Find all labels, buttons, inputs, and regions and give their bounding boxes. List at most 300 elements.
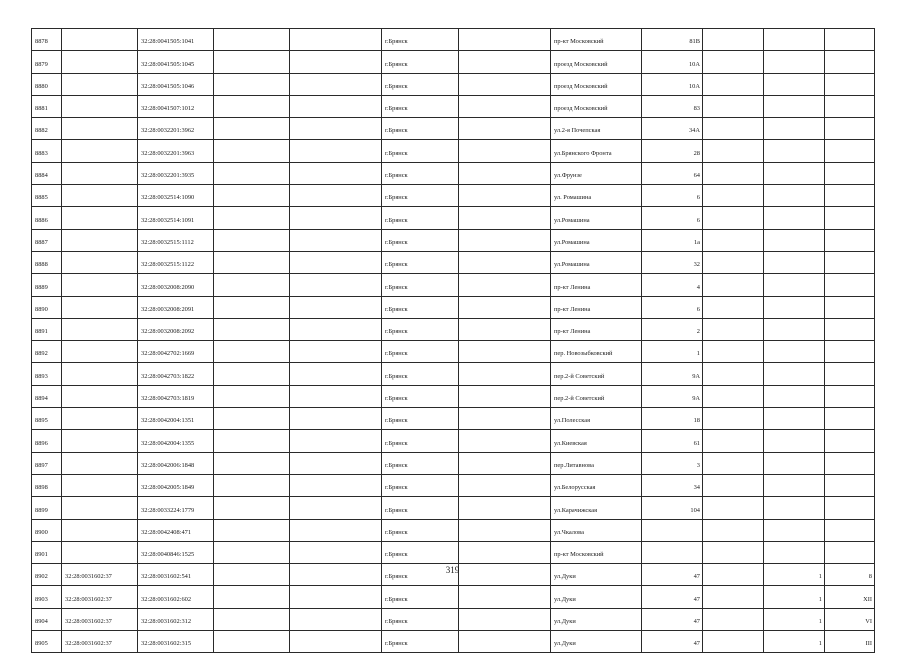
- cell-row-number: 8882: [32, 118, 62, 140]
- cell-row-number: 8884: [32, 162, 62, 184]
- cell-col-5: [290, 185, 382, 207]
- cell-street: ул.Ромашина: [551, 229, 642, 251]
- cell-floor-count: [764, 519, 825, 541]
- cell-house-number: 1а: [642, 229, 703, 251]
- cell-col-10: [703, 497, 764, 519]
- cell-col-4: [214, 586, 290, 608]
- cell-col-5: [290, 586, 382, 608]
- cell-row-number: 8899: [32, 497, 62, 519]
- cell-col-5: [290, 207, 382, 229]
- cell-cadastral-number: 32:28:0032008:2092: [138, 318, 214, 340]
- cell-col-10: [703, 430, 764, 452]
- cell-house-number: [642, 541, 703, 563]
- cell-city: г.Брянск: [382, 363, 459, 385]
- cell-house-number: 47: [642, 564, 703, 586]
- cell-parent-cadastral-number: [62, 318, 138, 340]
- cell-row-number: 8890: [32, 296, 62, 318]
- cell-col-4: [214, 631, 290, 653]
- cell-house-number: 18: [642, 408, 703, 430]
- cell-unit-number: [825, 118, 875, 140]
- cell-col-10: [703, 408, 764, 430]
- cell-unit-number: [825, 519, 875, 541]
- cell-house-number: 10А: [642, 51, 703, 73]
- cell-row-number: 8887: [32, 229, 62, 251]
- cell-col-10: [703, 229, 764, 251]
- cell-unit-number: [825, 73, 875, 95]
- cell-col-5: [290, 541, 382, 563]
- cell-city: г.Брянск: [382, 229, 459, 251]
- cell-city: г.Брянск: [382, 564, 459, 586]
- cell-col-4: [214, 229, 290, 251]
- cell-col-4: [214, 118, 290, 140]
- cell-city: г.Брянск: [382, 29, 459, 51]
- cell-col-10: [703, 185, 764, 207]
- cell-house-number: 9А: [642, 363, 703, 385]
- cell-floor-count: [764, 474, 825, 496]
- cell-cadastral-number: 32:28:0033224:1779: [138, 497, 214, 519]
- cell-col-4: [214, 541, 290, 563]
- cell-city: г.Брянск: [382, 118, 459, 140]
- cell-col-7: [459, 118, 551, 140]
- table-row: [32, 162, 875, 184]
- cell-col-5: [290, 497, 382, 519]
- table-row: [32, 95, 875, 117]
- cell-col-10: [703, 452, 764, 474]
- cell-parent-cadastral-number: [62, 251, 138, 273]
- cell-street: ул.Дуки: [551, 631, 642, 653]
- cell-col-5: [290, 318, 382, 340]
- cell-parent-cadastral-number: [62, 162, 138, 184]
- cell-col-7: [459, 29, 551, 51]
- cell-unit-number: [825, 207, 875, 229]
- cell-street: проезд Московский: [551, 51, 642, 73]
- cell-cadastral-number: 32:28:0041505:1046: [138, 73, 214, 95]
- cell-col-4: [214, 608, 290, 630]
- cell-street: ул.Карачижская: [551, 497, 642, 519]
- cell-cadastral-number: 32:28:0031602:312: [138, 608, 214, 630]
- cell-col-4: [214, 385, 290, 407]
- cell-col-4: [214, 341, 290, 363]
- cell-parent-cadastral-number: [62, 541, 138, 563]
- cell-floor-count: [764, 95, 825, 117]
- cell-col-4: [214, 452, 290, 474]
- cell-floor-count: 1: [764, 631, 825, 653]
- cell-floor-count: [764, 341, 825, 363]
- table-row: [32, 140, 875, 162]
- cell-house-number: 64: [642, 162, 703, 184]
- cell-floor-count: [764, 430, 825, 452]
- cell-col-7: [459, 586, 551, 608]
- cell-col-5: [290, 229, 382, 251]
- cell-parent-cadastral-number: [62, 341, 138, 363]
- cell-street: пер.2-й Советский: [551, 363, 642, 385]
- cell-col-4: [214, 318, 290, 340]
- cell-col-5: [290, 363, 382, 385]
- cell-city: г.Брянск: [382, 430, 459, 452]
- cell-city: г.Брянск: [382, 251, 459, 273]
- cell-row-number: 8903: [32, 586, 62, 608]
- cell-house-number: 81В: [642, 29, 703, 51]
- table-row: [32, 185, 875, 207]
- cell-street: пр-кт Московский: [551, 541, 642, 563]
- cell-row-number: 8895: [32, 408, 62, 430]
- cell-unit-number: [825, 430, 875, 452]
- cell-cadastral-number: 32:28:0032514:1090: [138, 185, 214, 207]
- cell-unit-number: XII: [825, 586, 875, 608]
- cell-col-10: [703, 29, 764, 51]
- cell-col-7: [459, 519, 551, 541]
- cell-col-7: [459, 140, 551, 162]
- cell-col-5: [290, 631, 382, 653]
- cell-city: г.Брянск: [382, 452, 459, 474]
- cell-city: г.Брянск: [382, 274, 459, 296]
- cell-cadastral-number: 32:28:0031602:541: [138, 564, 214, 586]
- cell-house-number: 28: [642, 140, 703, 162]
- cell-col-5: [290, 385, 382, 407]
- cell-col-10: [703, 73, 764, 95]
- cell-city: г.Брянск: [382, 385, 459, 407]
- cell-col-5: [290, 251, 382, 273]
- cell-cadastral-number: 32:28:0042004:1355: [138, 430, 214, 452]
- cell-col-7: [459, 363, 551, 385]
- table-row: [32, 207, 875, 229]
- cell-col-5: [290, 140, 382, 162]
- cell-cadastral-number: 32:28:0042004:1351: [138, 408, 214, 430]
- cell-unit-number: [825, 51, 875, 73]
- cell-col-10: [703, 586, 764, 608]
- cell-col-4: [214, 430, 290, 452]
- cell-city: г.Брянск: [382, 185, 459, 207]
- cell-city: г.Брянск: [382, 341, 459, 363]
- cell-unit-number: [825, 296, 875, 318]
- cell-row-number: 8900: [32, 519, 62, 541]
- cell-house-number: 6: [642, 185, 703, 207]
- cell-col-5: [290, 474, 382, 496]
- cell-col-10: [703, 474, 764, 496]
- cell-house-number: 34А: [642, 118, 703, 140]
- cell-city: г.Брянск: [382, 296, 459, 318]
- cell-floor-count: [764, 185, 825, 207]
- cell-house-number: 2: [642, 318, 703, 340]
- cell-unit-number: [825, 497, 875, 519]
- cell-floor-count: [764, 207, 825, 229]
- table-row: [32, 363, 875, 385]
- cell-street: ул.2-я Почепская: [551, 118, 642, 140]
- cell-house-number: 6: [642, 207, 703, 229]
- cell-parent-cadastral-number: [62, 474, 138, 496]
- cell-col-4: [214, 363, 290, 385]
- cell-cadastral-number: 32:28:0042005:1849: [138, 474, 214, 496]
- cell-cadastral-number: 32:28:0041507:1012: [138, 95, 214, 117]
- cell-floor-count: [764, 162, 825, 184]
- cell-floor-count: [764, 452, 825, 474]
- cell-col-5: [290, 274, 382, 296]
- cell-house-number: 9А: [642, 385, 703, 407]
- cell-cadastral-number: 32:28:0032515:1122: [138, 251, 214, 273]
- table-row: [32, 51, 875, 73]
- cell-unit-number: VI: [825, 608, 875, 630]
- cell-street: ул.Дуки: [551, 564, 642, 586]
- cell-house-number: 47: [642, 608, 703, 630]
- cell-col-10: [703, 251, 764, 273]
- cell-unit-number: [825, 474, 875, 496]
- table-row: [32, 408, 875, 430]
- cell-col-7: [459, 631, 551, 653]
- cell-col-10: [703, 541, 764, 563]
- cell-street: ул.Белорусская: [551, 474, 642, 496]
- cell-col-10: [703, 341, 764, 363]
- cell-floor-count: [764, 318, 825, 340]
- cell-cadastral-number: 32:28:0041505:1045: [138, 51, 214, 73]
- cell-col-10: [703, 51, 764, 73]
- cell-row-number: 8891: [32, 318, 62, 340]
- page-number: 319: [445, 565, 460, 575]
- cell-city: г.Брянск: [382, 73, 459, 95]
- cell-col-7: [459, 185, 551, 207]
- cell-city: г.Брянск: [382, 408, 459, 430]
- cell-col-4: [214, 51, 290, 73]
- cell-city: г.Брянск: [382, 207, 459, 229]
- cell-house-number: 32: [642, 251, 703, 273]
- cell-col-7: [459, 274, 551, 296]
- cell-floor-count: [764, 541, 825, 563]
- cell-row-number: 8881: [32, 95, 62, 117]
- cell-house-number: 1: [642, 341, 703, 363]
- cell-cadastral-number: 32:28:0042703:1822: [138, 363, 214, 385]
- cell-unit-number: [825, 95, 875, 117]
- cell-col-10: [703, 296, 764, 318]
- cell-unit-number: [825, 185, 875, 207]
- cell-col-5: [290, 408, 382, 430]
- cell-unit-number: [825, 140, 875, 162]
- cell-street: пер.2-й Советский: [551, 385, 642, 407]
- cell-col-7: [459, 541, 551, 563]
- cell-col-4: [214, 29, 290, 51]
- cell-col-5: [290, 519, 382, 541]
- cell-parent-cadastral-number: [62, 51, 138, 73]
- cell-row-number: 8892: [32, 341, 62, 363]
- cell-unit-number: [825, 385, 875, 407]
- cell-street: проезд Московский: [551, 95, 642, 117]
- cell-unit-number: [825, 363, 875, 385]
- cell-unit-number: III: [825, 631, 875, 653]
- cell-col-10: [703, 162, 764, 184]
- registry-table: [31, 28, 875, 653]
- cell-col-4: [214, 519, 290, 541]
- cell-col-7: [459, 385, 551, 407]
- table-row: [32, 631, 875, 653]
- cell-street: ул. Ромашина: [551, 185, 642, 207]
- cell-floor-count: [764, 385, 825, 407]
- cell-floor-count: [764, 363, 825, 385]
- cell-parent-cadastral-number: 32:28:0031602:37: [62, 564, 138, 586]
- cell-street: ул.Фрунзе: [551, 162, 642, 184]
- cell-unit-number: [825, 162, 875, 184]
- cell-floor-count: 1: [764, 608, 825, 630]
- cell-col-5: [290, 118, 382, 140]
- cell-cadastral-number: 32:28:0032515:1112: [138, 229, 214, 251]
- cell-parent-cadastral-number: [62, 497, 138, 519]
- cell-col-7: [459, 207, 551, 229]
- cell-city: г.Брянск: [382, 541, 459, 563]
- cell-col-5: [290, 29, 382, 51]
- cell-col-7: [459, 452, 551, 474]
- cell-unit-number: [825, 229, 875, 251]
- cell-city: г.Брянск: [382, 631, 459, 653]
- cell-col-4: [214, 497, 290, 519]
- table-row: [32, 452, 875, 474]
- cell-col-7: [459, 497, 551, 519]
- cell-col-7: [459, 608, 551, 630]
- cell-col-10: [703, 95, 764, 117]
- cell-cadastral-number: 32:28:0032008:2091: [138, 296, 214, 318]
- cell-row-number: 8902: [32, 564, 62, 586]
- cell-col-7: [459, 251, 551, 273]
- cell-row-number: 8880: [32, 73, 62, 95]
- cell-cadastral-number: 32:28:0032008:2090: [138, 274, 214, 296]
- table-row: [32, 541, 875, 563]
- cell-city: г.Брянск: [382, 162, 459, 184]
- cell-col-5: [290, 452, 382, 474]
- cell-col-4: [214, 140, 290, 162]
- cell-house-number: 6: [642, 296, 703, 318]
- cell-row-number: 8894: [32, 385, 62, 407]
- cell-col-7: [459, 318, 551, 340]
- cell-col-7: [459, 341, 551, 363]
- cell-col-7: [459, 162, 551, 184]
- cell-floor-count: [764, 251, 825, 273]
- cell-col-7: [459, 51, 551, 73]
- table-row: [32, 474, 875, 496]
- cell-col-5: [290, 608, 382, 630]
- cell-city: г.Брянск: [382, 140, 459, 162]
- table-row: [32, 318, 875, 340]
- cell-city: г.Брянск: [382, 51, 459, 73]
- table-row: [32, 229, 875, 251]
- cell-floor-count: [764, 51, 825, 73]
- table-row: [32, 29, 875, 51]
- cell-street: пер. Новозыбковский: [551, 341, 642, 363]
- cell-row-number: 8904: [32, 608, 62, 630]
- cell-cadastral-number: 32:28:0032201:3935: [138, 162, 214, 184]
- cell-row-number: 8879: [32, 51, 62, 73]
- cell-street: пр-кт Московский: [551, 29, 642, 51]
- table-row: [32, 274, 875, 296]
- cell-street: пр-кт Ленина: [551, 296, 642, 318]
- cell-col-7: [459, 73, 551, 95]
- cell-cadastral-number: 32:28:0041505:1041: [138, 29, 214, 51]
- cell-parent-cadastral-number: [62, 29, 138, 51]
- cell-col-10: [703, 631, 764, 653]
- cell-col-4: [214, 95, 290, 117]
- cell-house-number: [642, 519, 703, 541]
- cell-street: ул.Полесская: [551, 408, 642, 430]
- cell-parent-cadastral-number: [62, 452, 138, 474]
- cell-col-5: [290, 162, 382, 184]
- cell-city: г.Брянск: [382, 497, 459, 519]
- cell-street: проезд Московский: [551, 73, 642, 95]
- cell-house-number: 34: [642, 474, 703, 496]
- cell-city: г.Брянск: [382, 519, 459, 541]
- cell-unit-number: [825, 29, 875, 51]
- cell-unit-number: [825, 452, 875, 474]
- cell-floor-count: [764, 140, 825, 162]
- cell-floor-count: [764, 73, 825, 95]
- cell-row-number: 8888: [32, 251, 62, 273]
- table-row: [32, 73, 875, 95]
- cell-street: пр-кт Ленина: [551, 318, 642, 340]
- cell-city: г.Брянск: [382, 95, 459, 117]
- cell-col-10: [703, 363, 764, 385]
- cell-col-4: [214, 185, 290, 207]
- cell-house-number: 61: [642, 430, 703, 452]
- cell-street: пер.Литавнова: [551, 452, 642, 474]
- table-row: [32, 497, 875, 519]
- cell-cadastral-number: 32:28:0031602:315: [138, 631, 214, 653]
- cell-col-5: [290, 51, 382, 73]
- cell-col-7: [459, 474, 551, 496]
- cell-city: г.Брянск: [382, 608, 459, 630]
- cell-parent-cadastral-number: [62, 207, 138, 229]
- cell-parent-cadastral-number: [62, 185, 138, 207]
- cell-row-number: 8893: [32, 363, 62, 385]
- cell-parent-cadastral-number: [62, 118, 138, 140]
- cell-row-number: 8886: [32, 207, 62, 229]
- cell-col-10: [703, 140, 764, 162]
- cell-floor-count: 1: [764, 586, 825, 608]
- cell-city: г.Брянск: [382, 318, 459, 340]
- table-row: [32, 519, 875, 541]
- cell-parent-cadastral-number: [62, 408, 138, 430]
- cell-parent-cadastral-number: [62, 385, 138, 407]
- cell-col-7: [459, 296, 551, 318]
- cell-floor-count: [764, 497, 825, 519]
- cell-house-number: 10А: [642, 73, 703, 95]
- cell-street: ул.Брянского Фронта: [551, 140, 642, 162]
- cell-col-4: [214, 474, 290, 496]
- cell-cadastral-number: 32:28:0042408:471: [138, 519, 214, 541]
- cell-parent-cadastral-number: 32:28:0031602:37: [62, 586, 138, 608]
- cell-parent-cadastral-number: [62, 363, 138, 385]
- cell-street: ул.Ромашина: [551, 207, 642, 229]
- table-row: [32, 430, 875, 452]
- cell-parent-cadastral-number: [62, 140, 138, 162]
- cell-col-10: [703, 318, 764, 340]
- cell-street: ул.Ромашина: [551, 251, 642, 273]
- cell-parent-cadastral-number: [62, 519, 138, 541]
- cell-col-4: [214, 251, 290, 273]
- cell-col-4: [214, 296, 290, 318]
- cell-unit-number: [825, 541, 875, 563]
- cell-cadastral-number: 32:28:0042703:1819: [138, 385, 214, 407]
- cell-house-number: 4: [642, 274, 703, 296]
- cell-col-10: [703, 118, 764, 140]
- cell-floor-count: 1: [764, 564, 825, 586]
- registry-table-body: [32, 29, 875, 653]
- cell-cadastral-number: 32:28:0031602:602: [138, 586, 214, 608]
- table-row: [32, 296, 875, 318]
- cell-parent-cadastral-number: 32:28:0031602:37: [62, 631, 138, 653]
- cell-parent-cadastral-number: [62, 229, 138, 251]
- cell-floor-count: [764, 118, 825, 140]
- cell-parent-cadastral-number: [62, 296, 138, 318]
- cell-row-number: 8885: [32, 185, 62, 207]
- table-row: [32, 341, 875, 363]
- cell-house-number: 47: [642, 586, 703, 608]
- cell-row-number: 8878: [32, 29, 62, 51]
- cell-floor-count: [764, 29, 825, 51]
- cell-street: пр-кт Ленина: [551, 274, 642, 296]
